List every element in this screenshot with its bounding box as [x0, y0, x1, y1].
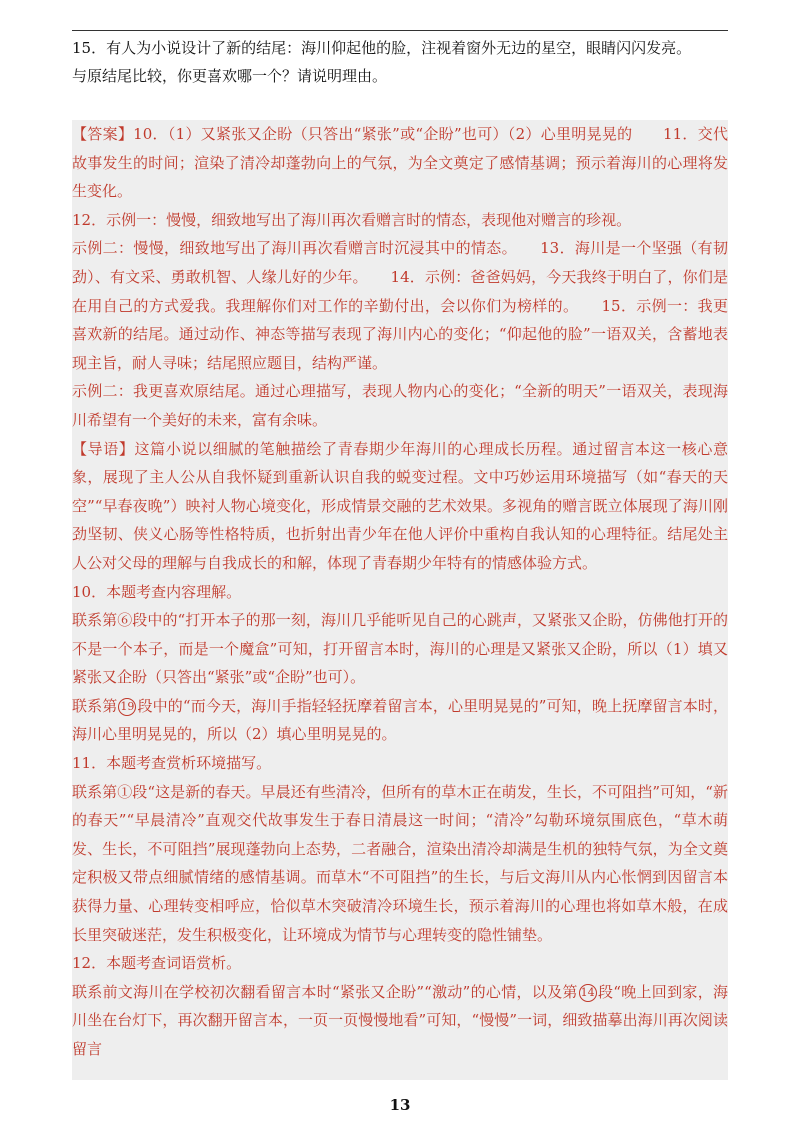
guide-tag: 【导语】 — [72, 439, 135, 458]
analysis-10-b-post: 段中的“而今天，海川手指轻轻抚摩着留言本，心里明晃晃的”可知，晚上抚摩留言本时，海川心里明晃晃的，所以（2）填心里明晃晃的。 — [72, 696, 728, 744]
analysis-heading-10: 10．本题考查内容理解。 — [72, 582, 242, 601]
guide-paragraph — [72, 435, 728, 578]
answer-text-1: 10．（1）又紧张又企盼（只答出“紧张”或“企盼”也可）（2）心里明晃晃的 11．交代故事发生的时间；渲染了清冷却蓬勃向上的气氛，为全文奠定了感情基调；预示着海川的心理将发生变化。 — [72, 125, 728, 201]
analysis-11: 联系第①段“这是新的春天。早晨还有些清冷，但所有的草木正在萌发，生长，不可阻挡”可知，“新的春天”“早晨清冷”直观交代故事发生于春日清晨这一时间；“清冷”勾勒环境氛围底色，“草木萌发、生长，不可阻挡”展现蓬勃向上态势，二者融合，渲染出清冷却满是生机的独特气氛，为全文奠定积极又带点细腻情绪的感情基调。而草木“不可阻挡”的生长，与后文海川从内心怅惘到因留言本获得力量、心理转变相呼应，恰似草木突破清冷环境生长，预示着海川的心理也将如草木般，在成长里突破迷茫，发生积极变化，让环境成为情节与心理转变的隐性铺垫。 — [72, 782, 728, 944]
analysis-12-post: 段“晚上回到家，海川坐在台灯下，再次翻开留言本，一页一页慢慢地看”可知，“慢慢”一词，细致描摹出海川再次阅读留言 — [72, 982, 728, 1058]
answer-box — [72, 120, 728, 1080]
answer-paragraph-2: 12．示例一：慢慢，细致地写出了海川再次看赠言时的情态，表现他对赠言的珍视。 — [72, 210, 632, 229]
guide-text: 这篇小说以细腻的笔触描绘了青春期少年海川的心理成长历程。通过留言本这一核心意象，展现了主人公从自我怀疑到重新认识自我的蜕变过程。文中巧妙运用环境描写（如“春天的天空”“早春夜晚”）映衬人物心境变化，形成情景交融的艺术效果。多视角的赠言既立体展现了海川刚劲坚韧、侠义心肠等性格特质，也折射出青少年在他人评价中重构自我认知的心理特征。结尾处主人公对父母的理解与自我成长的和解，体现了青春期少年特有的情感体验方式。 — [72, 439, 728, 572]
circled-number-14: 14 — [579, 984, 597, 1002]
circled-number-19: 19 — [118, 698, 136, 716]
answer-tag: 【答案】 — [72, 125, 134, 143]
answer-paragraph-4: 示例二：我更喜欢原结尾。通过心理描写，表现人物内心的变化；“全新的明天”一语双关，表现海川希望有一个美好的未来，富有余味。 — [72, 382, 728, 429]
analysis-12-pre: 联系前文海川在学校初次翻看留言本时“紧张又企盼”“激动”的心情，以及第 — [72, 982, 578, 1001]
answer-paragraph-1 — [72, 120, 728, 206]
analysis-10-b-pre: 联系第 — [72, 696, 118, 715]
analysis-10-a: 联系第⑥段中的“打开本子的那一刻，海川几乎能听见自己的心跳声，又紧张又企盼，仿佛他打开的不是一个本子，而是一个魔盒”可知，打开留言本时，海川的心理是又紧张又企盼，所以（1）填又紧张又企盼（只答出“紧张”或“企盼”也可）。 — [72, 611, 728, 687]
header-rule — [72, 30, 728, 31]
analysis-12 — [72, 978, 728, 1064]
answer-paragraph-3: 示例二：慢慢，细致地写出了海川再次看赠言时沉浸其中的情态。 13．海川是一个坚强（有韧劲）、有文采、勇敢机智、人缘儿好的少年。 14．示例：爸爸妈妈，今天我终于明白了，你们是在用自己的方式爱我。我理解你们对工作的辛勤付出，会以你们为榜样的。 15．示例一：我更喜欢新的结尾。通过动作、神态等描写表现了海川内心的变化；“仰起他的脸”一语双关，含蓄地表现主旨，耐人寻味；结尾照应题目，结构严谨。 — [72, 239, 728, 372]
page-number: 13 — [389, 1096, 411, 1114]
analysis-heading-12: 12．本题考查词语赏析。 — [72, 954, 242, 973]
analysis-10-b — [72, 692, 728, 749]
analysis-heading-11: 11．本题考查赏析环境描写。 — [72, 754, 272, 773]
question-15-line2: 与原结尾比较，你更喜欢哪一个？请说明理由。 — [72, 67, 388, 85]
question-15-line1: 15．有人为小说设计了新的结尾：海川仰起他的脸，注视着窗外无边的星空，眼睛闪闪发亮。 — [72, 39, 692, 57]
